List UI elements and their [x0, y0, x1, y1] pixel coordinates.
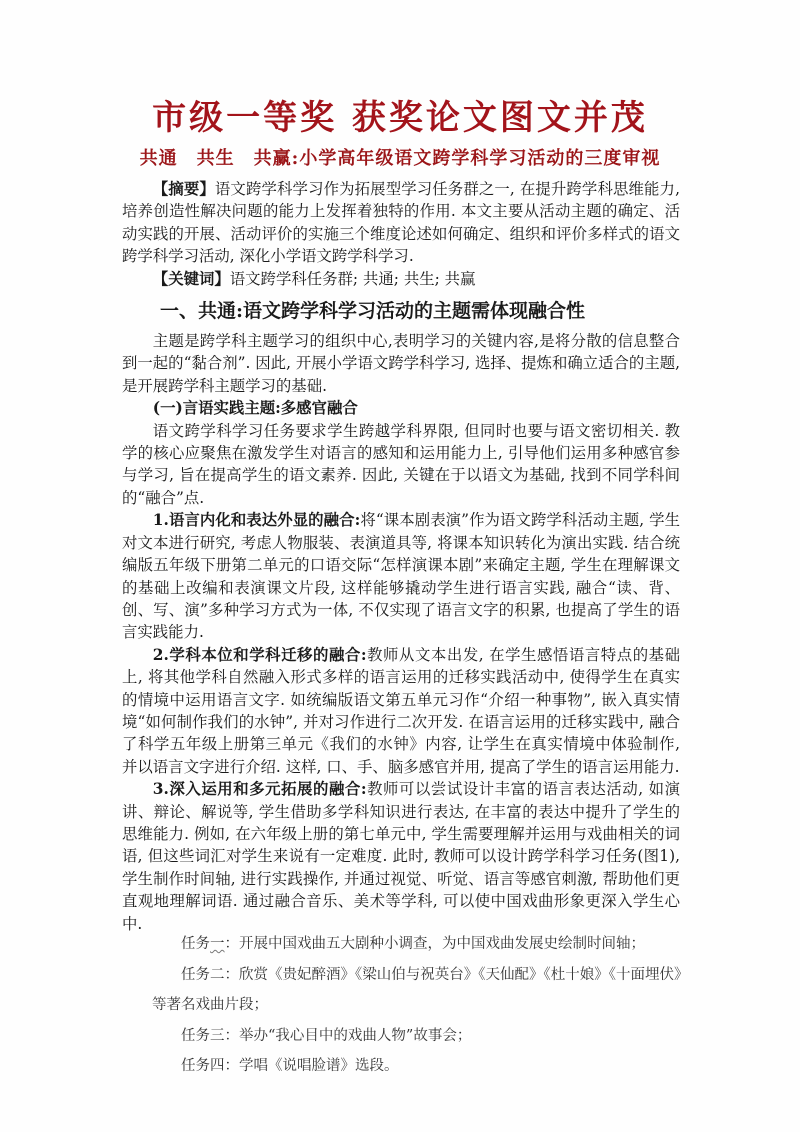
point-2-label: 2.学科本位和学科迁移的融合:: [152, 645, 367, 664]
task-text: ：举办“我心目中的戏曲人物”故事会；: [224, 1027, 472, 1044]
task-prefix: 任务: [181, 1027, 210, 1044]
point-1: [122, 509, 680, 643]
keywords: [122, 268, 680, 290]
section-heading: 一、共通:语文跨学科学习活动的主题需体现融合性: [160, 300, 586, 323]
task-number: 四: [210, 1058, 225, 1074]
task-item: [152, 929, 692, 960]
task-text: ：欣赏《贵妃醉酒》《梁山伯与祝英台》《天仙配》《杜十娘》《十面埋伏》等著名戏曲片段；: [152, 966, 689, 1013]
point-1-text: 将“课本剧表演”作为语文跨学科活动主题, 学生对文本进行研究, 考虑人物服装、表演道具等, 将课本知识转化为演出实践. 结合统编版五年级下册第二单元的口语交际“怎样演课本剧”来确定主题, 学生在理解课文的基础上改编和表演课文片段, 这样能够撬动学生进行语言实践, 融合“读、背、创、写、演”多种学习方式为一体, 不仅实现了语言文字的积累, 也提高了学生的语言实践能力.: [122, 511, 680, 642]
task-item: [152, 1021, 692, 1052]
task-text: ：学唱《说唱脸谱》选段。: [224, 1058, 399, 1074]
task-number: 三: [210, 1027, 225, 1044]
abstract-label: 【摘要】: [152, 180, 215, 198]
point-1-label: 1.语言内化和表达外显的融合:: [152, 511, 361, 530]
point-3: [122, 778, 680, 935]
section-intro: 主题是跨学科主题学习的组织中心,表明学习的关键内容,是将分散的信息整合到一起的“黏合剂”. 因此, 开展小学语文跨学科学习, 选择、提炼和确立适合的主题, 是开展跨学科主题学习的基础.: [122, 332, 680, 395]
paper-title: 共通 共生 共赢:小学高年级语文跨学科学习活动的三度审视: [139, 148, 661, 169]
task-item: [152, 960, 692, 1021]
task-prefix: 任务: [181, 1058, 210, 1074]
subsection-intro: 语文跨学科学习任务要求学生跨越学科界限, 但同时也要与语文密切相关. 教学的核心应聚焦在激发学生对语言的感知和运用能力上, 引导他们运用多种感官参与学习, 旨在提高学生的语文素养. 因此, 关键在于以语文为基础, 找到不同学科间的“融合”点.: [122, 421, 680, 507]
task-text: ：开展中国戏曲五大剧种小调查，为中国戏曲发展史绘制时间轴；: [224, 936, 645, 952]
keywords-label: 【关键词】: [152, 269, 230, 288]
task-number: 二: [210, 966, 225, 983]
point-3-label: 3.深入运用和多元拓展的融合:: [152, 780, 367, 799]
task-number: 一: [210, 936, 225, 952]
task-prefix: 任务: [181, 936, 210, 952]
point-3-text: 教师可以尝试设计丰富的语言表达活动, 如演讲、辩论、解说等, 学生借助多学科知识进行表达, 在丰富的表达中提升了学生的思维能力. 例如, 在六年级上册的第七单元中, 学生需要理解并运用与戏曲相关的词语, 但这些词汇对学生来说有一定难度. 此时, 教师可以设计跨学科学习任务(图1), 学生制作时间轴, 进行实践操作, 并通过视觉、听觉、语言等感官刺激, 帮助他们更直观地理解词语. 通过融合音乐、美术等学科, 可以使中国戏曲形象更深入学生心中.: [122, 780, 680, 933]
abstract-text: 语文跨学科学习作为拓展型学习任务群之一, 在提升跨学科思维能力, 培养创造性解决问题的能力上发挥着独特的作用. 本文主要从活动主题的确定、活动实践的开展、活动评价的实施三个维度论述如何确定、组织和评价多样式的语文跨学科学习活动, 深化小学语文跨学科学习.: [122, 180, 680, 266]
point-2: [122, 644, 680, 778]
keywords-text: 语文跨学科任务群; 共通; 共生; 共赢: [229, 269, 476, 288]
task-prefix: 任务: [181, 966, 210, 983]
abstract: [122, 178, 680, 268]
subsection-heading: (一)言语实践主题:多感官融合: [152, 399, 358, 418]
paper-body: [122, 178, 680, 935]
figure-1-task-list: [152, 929, 692, 1082]
point-2-text: 教师从文本出发, 在学生感悟语言特点的基础上, 将其他学科自然融入形式多样的语言运用的迁移实践活动中, 使得学生在真实的情境中运用语言文字. 如统编版语文第五单元习作“介绍一种事物”, 嵌入真实情境“如何制作我们的水钟”, 并对习作进行二次开发. 在语言运用的迁移实践中, 融合了科学五年级上册第三单元《我们的水钟》内容, 让学生在真实情境中体验制作, 并以语言文字进行介绍. 这样, 口、手、脑多感官并用, 提高了学生的语言运用能力.: [122, 645, 680, 776]
task-item: [152, 1051, 692, 1082]
page-title: 市级一等奖 获奖论文图文并茂: [152, 98, 648, 138]
